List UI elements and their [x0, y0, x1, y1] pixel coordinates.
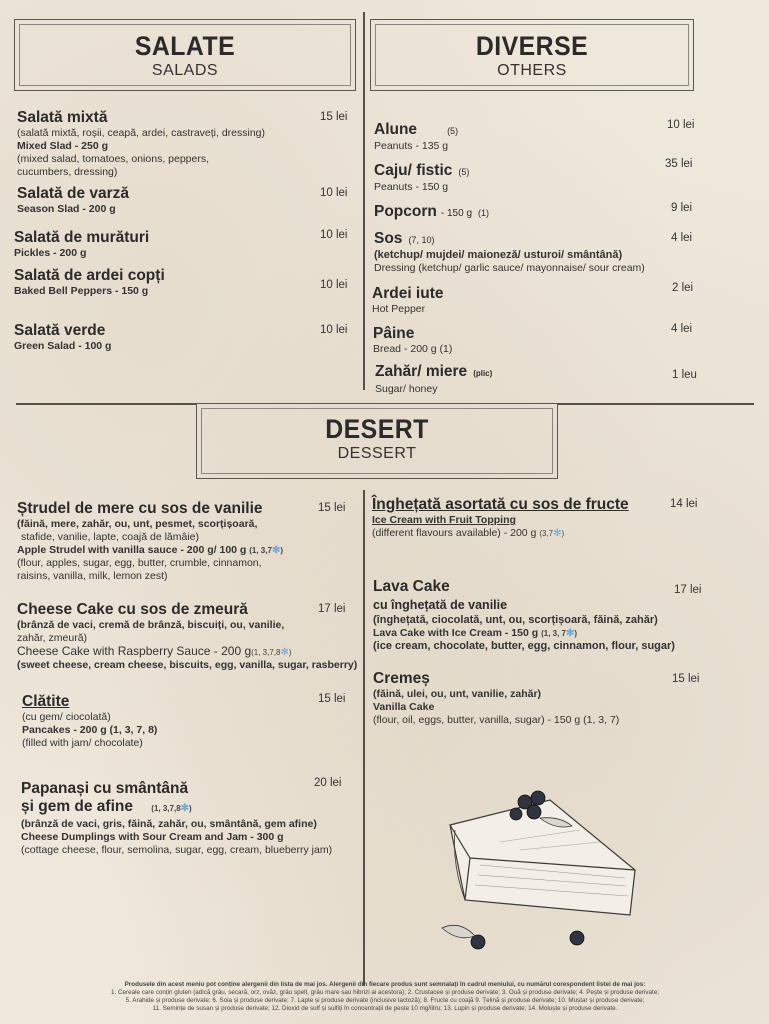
salads-header — [14, 19, 356, 91]
item-description: zahăr, zmeură) — [17, 632, 88, 644]
item-name: Lava Cake — [373, 578, 450, 595]
item-name: Salată de ardei copți — [14, 267, 165, 284]
item-name: Popcorn — [374, 203, 437, 220]
section-divider-left — [16, 403, 196, 405]
item-price: 15 lei — [672, 673, 700, 685]
item-english-description: (flour, oil, eggs, butter, vanilla, sugar) - 150 g (1, 3, 7) — [373, 714, 620, 726]
item-name: Pâine — [373, 325, 415, 342]
allergen-footer-line: 1. Cereale care conțin gluten (adică grâu, secară, orz, ovăz, grâu spelt, grâu mare sau hibrizi ai acestora); 2. Crustacee și produse derivate; 3. Ouă și produse derivate; 4. Pește și produse derivate; — [110, 989, 660, 996]
dessert-column-divider — [363, 490, 365, 986]
item-price: 10 lei — [320, 324, 348, 336]
item-price: 17 lei — [318, 603, 346, 615]
menu-item-zahar-miere — [375, 363, 492, 396]
item-english-description: (cottage cheese, flour, semolina, sugar, egg, cream, blueberry jam) — [21, 844, 333, 856]
item-english-description: (ice cream, chocolate, butter, egg, cinnamon, flour, sugar) — [373, 640, 675, 652]
item-weight: - 150 g — [440, 208, 473, 219]
menu-item-salata-verde — [14, 322, 111, 353]
menu-item-caju-fistic — [374, 162, 469, 194]
menu-item-sos — [374, 230, 704, 275]
item-description: (brânză de vaci, cremă de brânză, biscuiți, ou, vanilie, — [17, 619, 285, 631]
item-price: 10 lei — [320, 229, 348, 241]
item-english-name: Lava Cake with Ice Cream - 150 g — [373, 627, 539, 639]
dessert-subtitle: DESSERT — [337, 445, 417, 462]
item-name: Papanași cu smântână — [21, 780, 189, 797]
section-divider-right — [558, 403, 754, 405]
diverse-title: DIVERSE — [475, 31, 589, 61]
item-name: Salată verde — [14, 322, 106, 339]
salads-subtitle: SALADS — [151, 62, 219, 79]
menu-item-lava-cake: Lava Cake cu înghețată de vanilie (înghețată, ciocolată, unt, ou, scorțișoară, făină, zahăr) Lava Cake with Ice Cream - 150 g (1, 3, 7✻) (ice cream, chocolate, butter, egg, cinnamon, flour, sugar) — [373, 578, 743, 653]
allergen-tag: (5) — [458, 167, 470, 177]
item-name: Zahăr/ miere — [375, 363, 468, 380]
item-english-description: raisins, vanilla, milk, lemon zest) — [17, 570, 168, 582]
allergen-footer-line: 5. Arahide și produse derivate; 6. Soia și produse derivate; 7. Lapte și produse derivate (inclusive lactoză); 8. Fructe cu coajă 9. Țelină și produse derivate; 10. Muștar și produse derivate; — [125, 997, 645, 1004]
item-description: (salată mixtă, roșii, ceapă, ardei, castraveți, dressing) — [17, 127, 266, 139]
item-english-name: Ice Cream with Fruit Topping — [372, 514, 516, 526]
item-name: Alune — [374, 121, 418, 138]
item-english-name: Peanuts - 135 g — [374, 140, 449, 152]
item-english-name: Mixed Slad - 250 g — [17, 140, 109, 152]
item-price: 4 lei — [671, 232, 693, 244]
item-name: Ștrudel de mere cu sos de vanilie — [17, 500, 263, 517]
item-english-name: Season Slad - 200 g — [17, 203, 116, 215]
item-english-name: Vanilla Cake — [373, 701, 435, 713]
item-name: Înghețată asortată cu sos de fructe — [372, 496, 629, 513]
menu-item-salata-mixta — [17, 109, 357, 179]
frozen-snowflake-icon: ✻ — [553, 528, 562, 539]
item-price: 1 leu — [672, 369, 697, 381]
item-english-name: Peanuts - 150 g — [374, 181, 449, 193]
item-description: stafide, vanilie, lapte, coajă de lămâie) — [21, 531, 200, 543]
item-english-description: (filled with jam/ chocolate) — [22, 737, 143, 749]
top-column-divider — [363, 12, 365, 390]
menu-item-papanasi: Papanași cu smântână și gem de afine (1, 3,7,8✻) (brânză de vaci, gris, făină, zahăr, ou, smântână, gem afine) Cheese Dumplings with Sour Cream and Jam - 300 g (cottage cheese, flour, semolina, sugar, egg, cream, blueberry jam) — [21, 780, 366, 857]
item-name: Ardei iute — [372, 285, 444, 302]
item-description: (făină, ulei, ou, unt, vanilie, zahăr) — [373, 688, 542, 700]
frozen-snowflake-icon: ✻ — [280, 647, 289, 658]
item-english-name: Apple Strudel with vanilla sauce - 200 g/ 100 g — [17, 544, 247, 556]
item-price: 15 lei — [320, 111, 348, 123]
item-price: 4 lei — [671, 323, 693, 335]
item-english-name: Green Salad - 100 g — [14, 340, 112, 352]
item-english-name: Bread - 200 g (1) — [373, 343, 453, 355]
item-description: (ketchup/ mujdei/ maioneză/ usturoi/ smântână) — [374, 249, 623, 261]
menu-item-ardei-iute — [372, 285, 443, 316]
allergen-list: (1, 3,7,8 — [151, 804, 181, 813]
item-name: Cremeș — [373, 670, 430, 687]
menu-item-salata-de-varza — [17, 185, 129, 216]
dessert-header — [196, 403, 558, 479]
item-name: Cheese Cake cu sos de zmeură — [17, 601, 248, 618]
item-name-line2: cu înghețată de vanilie — [373, 598, 508, 612]
item-name: Clătite — [22, 693, 70, 710]
menu-item-clatite — [22, 693, 157, 750]
item-description: (înghețată, ciocolată, unt, ou, scorțișoară, făină, zahăr) — [373, 614, 658, 626]
frozen-snowflake-icon: ✻ — [180, 803, 190, 814]
menu-item-alune — [374, 121, 458, 153]
item-name: Sos — [374, 230, 403, 247]
menu-item-salata-de-muraturi — [14, 229, 149, 260]
frozen-snowflake-icon: ✻ — [566, 628, 575, 639]
item-english-description: (sweet cheese, cream cheese, biscuits, egg, vanilla, sugar, rasberry) — [17, 659, 358, 671]
diverse-subtitle: OTHERS — [497, 62, 567, 79]
salads-title: SALATE — [134, 31, 236, 61]
cheesecake-illustration — [430, 770, 650, 960]
item-english-name: Hot Pepper — [372, 303, 426, 315]
item-english-name: Pickles - 200 g — [14, 247, 87, 259]
item-english-name: Sugar/ honey — [375, 383, 438, 395]
item-price: 17 lei — [674, 584, 702, 596]
item-description: (cu gem/ ciocolată) — [22, 711, 111, 723]
item-english-description: Dressing (ketchup/ garlic sauce/ mayonnaise/ sour cream) — [374, 262, 645, 274]
menu-item-popcorn — [374, 203, 489, 223]
allergen-tag: (7, 10) — [408, 235, 435, 245]
item-english-name: Baked Bell Peppers - 150 g — [14, 285, 149, 297]
item-note: (plic) — [473, 369, 493, 378]
item-english-description: (mixed salad, tomatoes, onions, peppers, — [17, 153, 210, 165]
item-name: Salată mixtă — [17, 109, 108, 126]
item-english-description: cucumbers, dressing) — [17, 166, 118, 178]
item-english-description: (different flavours available) - 200 g — [372, 527, 537, 539]
allergen-list: (1, 3,7,8 — [251, 648, 281, 657]
item-price: 35 lei — [665, 158, 693, 170]
diverse-header — [370, 19, 694, 91]
allergen-tag: (1) — [478, 208, 490, 218]
item-english-name: Pancakes - 200 g (1, 3, 7, 8) — [22, 724, 158, 736]
item-english-name: Cheese Dumplings with Sour Cream and Jam - 300 g — [21, 831, 284, 843]
dessert-title: DESERT — [325, 414, 429, 444]
item-price: 15 lei — [318, 502, 346, 514]
item-name-line2: și gem de afine — [21, 798, 133, 815]
item-name: Salată de murături — [14, 229, 150, 246]
menu-item-salata-de-ardei-copti — [14, 267, 165, 298]
allergen-list: (3,7 — [539, 529, 554, 538]
allergen-list: (1, 3, 7 — [541, 629, 566, 638]
item-name: Caju/ fistic — [374, 162, 453, 179]
item-price: 14 lei — [670, 498, 698, 510]
allergen-footer — [30, 981, 740, 1013]
item-price: 10 lei — [667, 119, 695, 131]
allergen-list: (1, 3,7 — [249, 546, 272, 555]
menu-item-inghetata: Înghețată asortată cu sos de fructe Ice Cream with Fruit Topping (different flavours available) - 200 g (3,7✻) — [372, 496, 672, 540]
item-price: 20 lei — [314, 777, 342, 789]
item-price: 2 lei — [672, 282, 694, 294]
item-price: 9 lei — [671, 202, 693, 214]
frozen-snowflake-icon: ✻ — [271, 545, 281, 556]
item-description: (făină, mere, zahăr, ou, unt, pesmet, scorțișoară, — [17, 518, 258, 530]
item-english-description: (flour, apples, sugar, egg, butter, crumble, cinnamon, — [17, 557, 262, 569]
allergen-tag: (5) — [447, 126, 459, 136]
item-price: 10 lei — [320, 187, 348, 199]
item-name: Salată de varză — [17, 185, 130, 202]
item-price: 15 lei — [318, 693, 346, 705]
allergen-footer-heading: Produsele din acest meniu pot conține alergenii din lista de mai jos. Alergenii din fiecare produs sunt semnalați în cadrul meniului, cu numărul corespondent listei de mai jos: — [124, 981, 646, 988]
item-english-name: Cheese Cake with Raspberry Sauce - 200 g — [17, 644, 252, 658]
item-price: 10 lei — [320, 279, 348, 291]
menu-item-cheese-cake: Cheese Cake cu sos de zmeură (brânză de vaci, cremă de brânză, biscuiți, ou, vanilie, zahăr, zmeură) Cheese Cake with Raspberry Sauce - 200 g(1, 3,7,8✻) (sweet cheese, cream cheese, biscuits, egg, vanilla, sugar, rasberry) — [17, 601, 362, 672]
allergen-footer-line: 11. Semințe de susan și produse derivate; 12. Dioxid de sulf și sulfiți în concentrații de peste 10 mg/litru; 13. Lupin și produse derivate; 14. Moluște și produse derivate. — [152, 1005, 618, 1012]
menu-item-strudel: Ștrudel de mere cu sos de vanilie (făină, mere, zahăr, ou, unt, pesmet, scorțișoară, stafide, vanilie, lapte, coajă de lămâie) Apple Strudel with vanilla sauce - 200 g/ 100 g (1, 3,7✻) (flour, apples, sugar, egg, butter, crumble, cinnamon, raisins, vanilla, milk, lemon zest) — [17, 500, 362, 583]
menu-item-paine — [373, 325, 452, 356]
menu-item-cremes — [373, 670, 703, 727]
item-description: (brânză de vaci, gris, făină, zahăr, ou, smântână, gem afine) — [21, 818, 317, 830]
